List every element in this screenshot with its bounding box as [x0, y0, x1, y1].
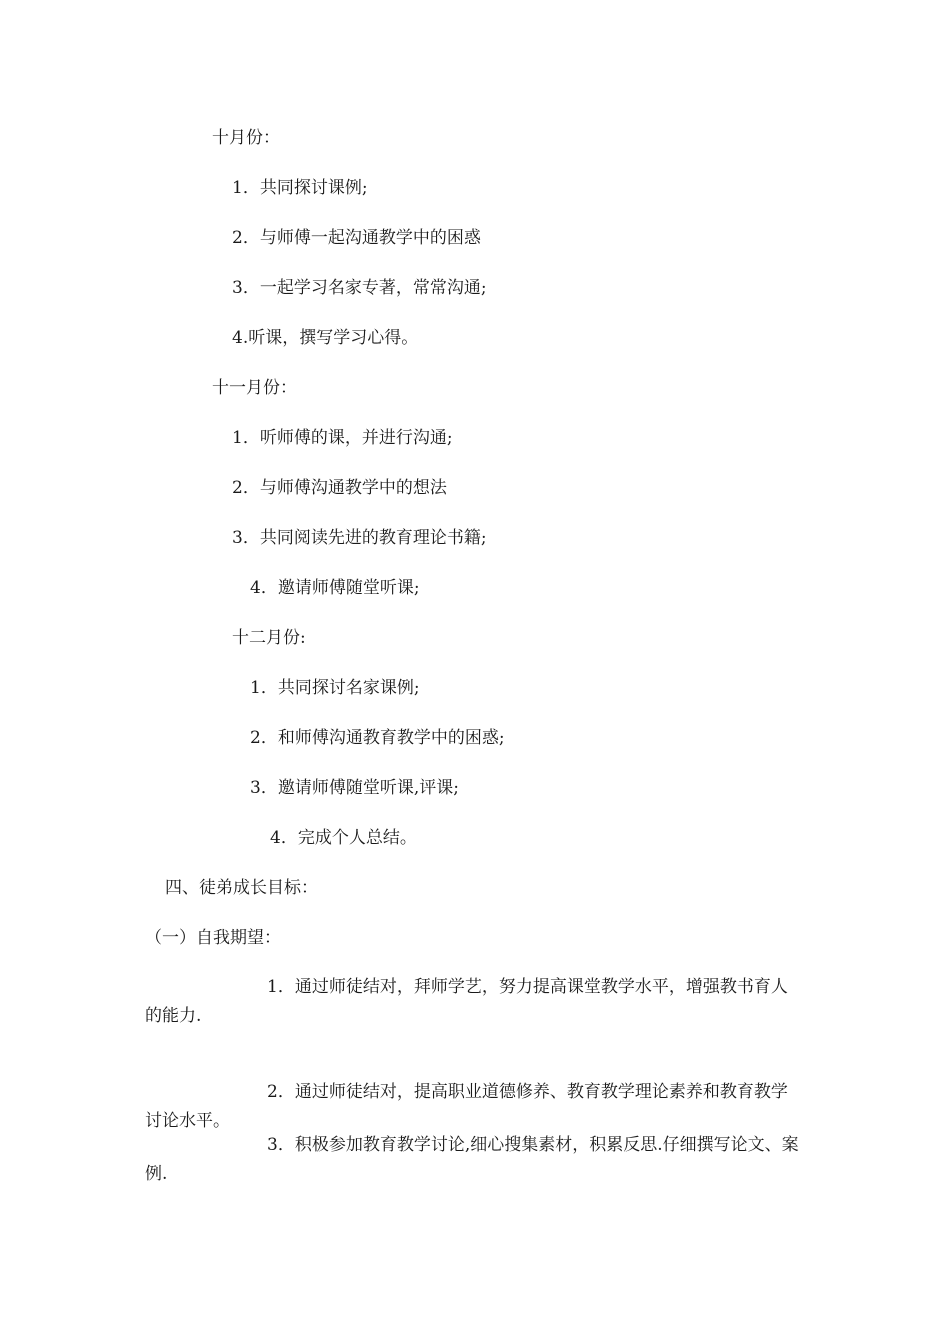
- december-heading: 十二月份:: [232, 628, 306, 648]
- december-item-2: 2．和师傅沟通教育教学中的困惑;: [250, 728, 505, 748]
- goal-paragraph-3-text: 3．积极参加教育教学讨论,细心搜集素材，积累反思.仔细撰写论文、案例.: [145, 1135, 799, 1184]
- november-item-1: 1．听师傅的课，并进行沟通;: [232, 428, 453, 448]
- goals-subheading: （一）自我期望：: [145, 928, 281, 948]
- goal-paragraph-2-text: 2．通过师徒结对，提高职业道德修养、教育教学理论素养和教育教学讨论水平。: [145, 1082, 788, 1131]
- december-item-1: 1．共同探讨名家课例;: [250, 678, 420, 698]
- november-heading: 十一月份：: [212, 378, 297, 398]
- goal-paragraph-3: [145, 1131, 800, 1189]
- november-item-3: 3．共同阅读先进的教育理论书籍;: [232, 528, 487, 548]
- october-heading: 十月份：: [212, 128, 280, 148]
- goals-heading: 四、徒弟成长目标：: [165, 878, 318, 898]
- october-item-1: 1．共同探讨课例;: [232, 178, 368, 198]
- goal-paragraph-2: [145, 1078, 800, 1136]
- october-item-4: 4.听课，撰写学习心得。: [232, 328, 419, 348]
- december-item-3: 3．邀请师傅随堂听课,评课;: [250, 778, 459, 798]
- goal-paragraph-1-text: 1．通过师徒结对，拜师学艺，努力提高课堂教学水平，增强教书育人的能力.: [145, 977, 788, 1026]
- goal-paragraph-1: [145, 973, 800, 1031]
- november-item-2: 2．与师傅沟通教学中的想法: [232, 478, 447, 498]
- december-item-4: 4．完成个人总结。: [270, 828, 417, 848]
- october-item-3: 3．一起学习名家专著，常常沟通;: [232, 278, 487, 298]
- october-item-2: 2．与师傅一起沟通教学中的困惑: [232, 228, 481, 248]
- november-item-4: 4．邀请师傅随堂听课;: [250, 578, 420, 598]
